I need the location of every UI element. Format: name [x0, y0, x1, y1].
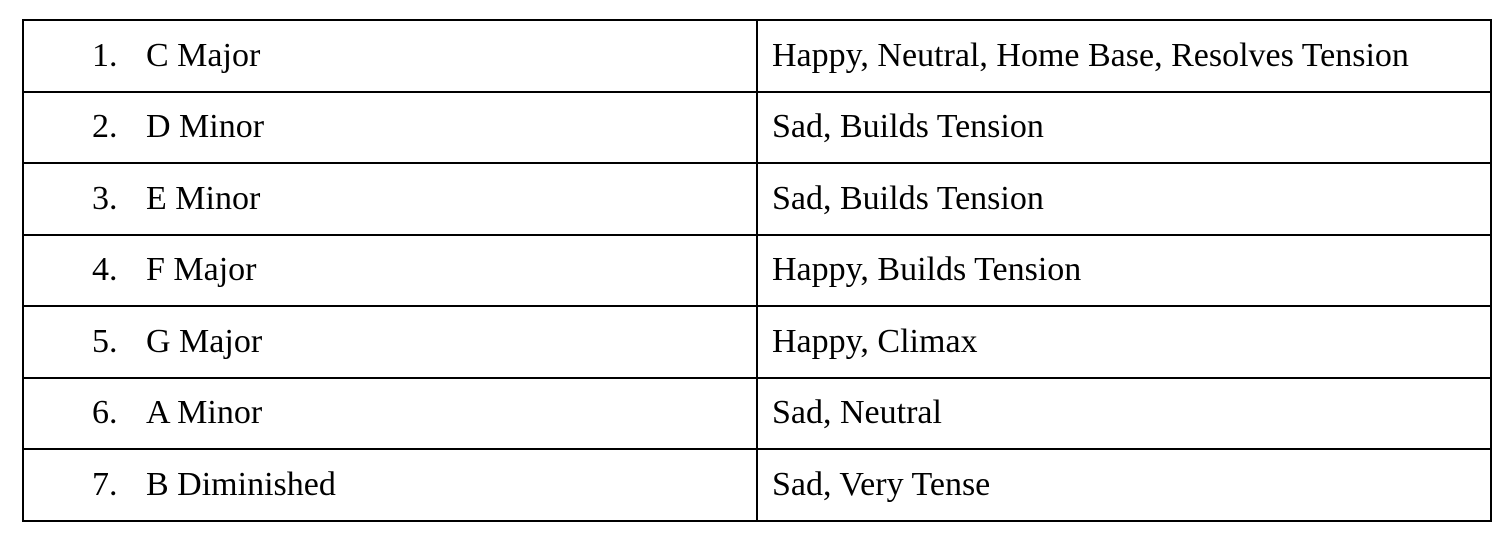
list-number: 7. [92, 465, 118, 503]
chord-name: C Major [146, 36, 261, 74]
feeling-cell: Happy, Builds Tension [757, 235, 1491, 307]
chord-cell [23, 20, 757, 92]
feeling-cell: Sad, Builds Tension [757, 92, 1491, 164]
feeling-cell: Sad, Neutral [757, 378, 1491, 450]
chord-name: E Minor [146, 179, 261, 217]
table-row [23, 163, 1491, 235]
chord-name: F Major [146, 251, 257, 289]
feeling-cell: Happy, Climax [757, 306, 1491, 378]
table-row [23, 449, 1491, 521]
feeling-cell: Sad, Very Tense [757, 449, 1491, 521]
chord-cell [23, 306, 757, 378]
list-number: 4. [92, 251, 118, 289]
chord-cell [23, 378, 757, 450]
list-number: 5. [92, 322, 118, 360]
table-row [23, 306, 1491, 378]
chord-cell [23, 449, 757, 521]
list-number: 6. [92, 394, 118, 432]
list-number: 2. [92, 108, 118, 146]
chord-cell [23, 163, 757, 235]
table-row [23, 92, 1491, 164]
chord-cell [23, 235, 757, 307]
table-row [23, 378, 1491, 450]
table-row [23, 235, 1491, 307]
feeling-cell: Happy, Neutral, Home Base, Resolves Tension [757, 20, 1491, 92]
list-number: 3. [92, 179, 118, 217]
chord-name: G Major [146, 322, 263, 360]
feeling-cell: Sad, Builds Tension [757, 163, 1491, 235]
table-row [23, 20, 1491, 92]
chord-name: D Minor [146, 108, 265, 146]
chord-feeling-table [22, 19, 1492, 522]
chord-name: B Diminished [146, 465, 336, 503]
chord-name: A Minor [146, 394, 263, 432]
list-number: 1. [92, 36, 118, 74]
chord-cell [23, 92, 757, 164]
